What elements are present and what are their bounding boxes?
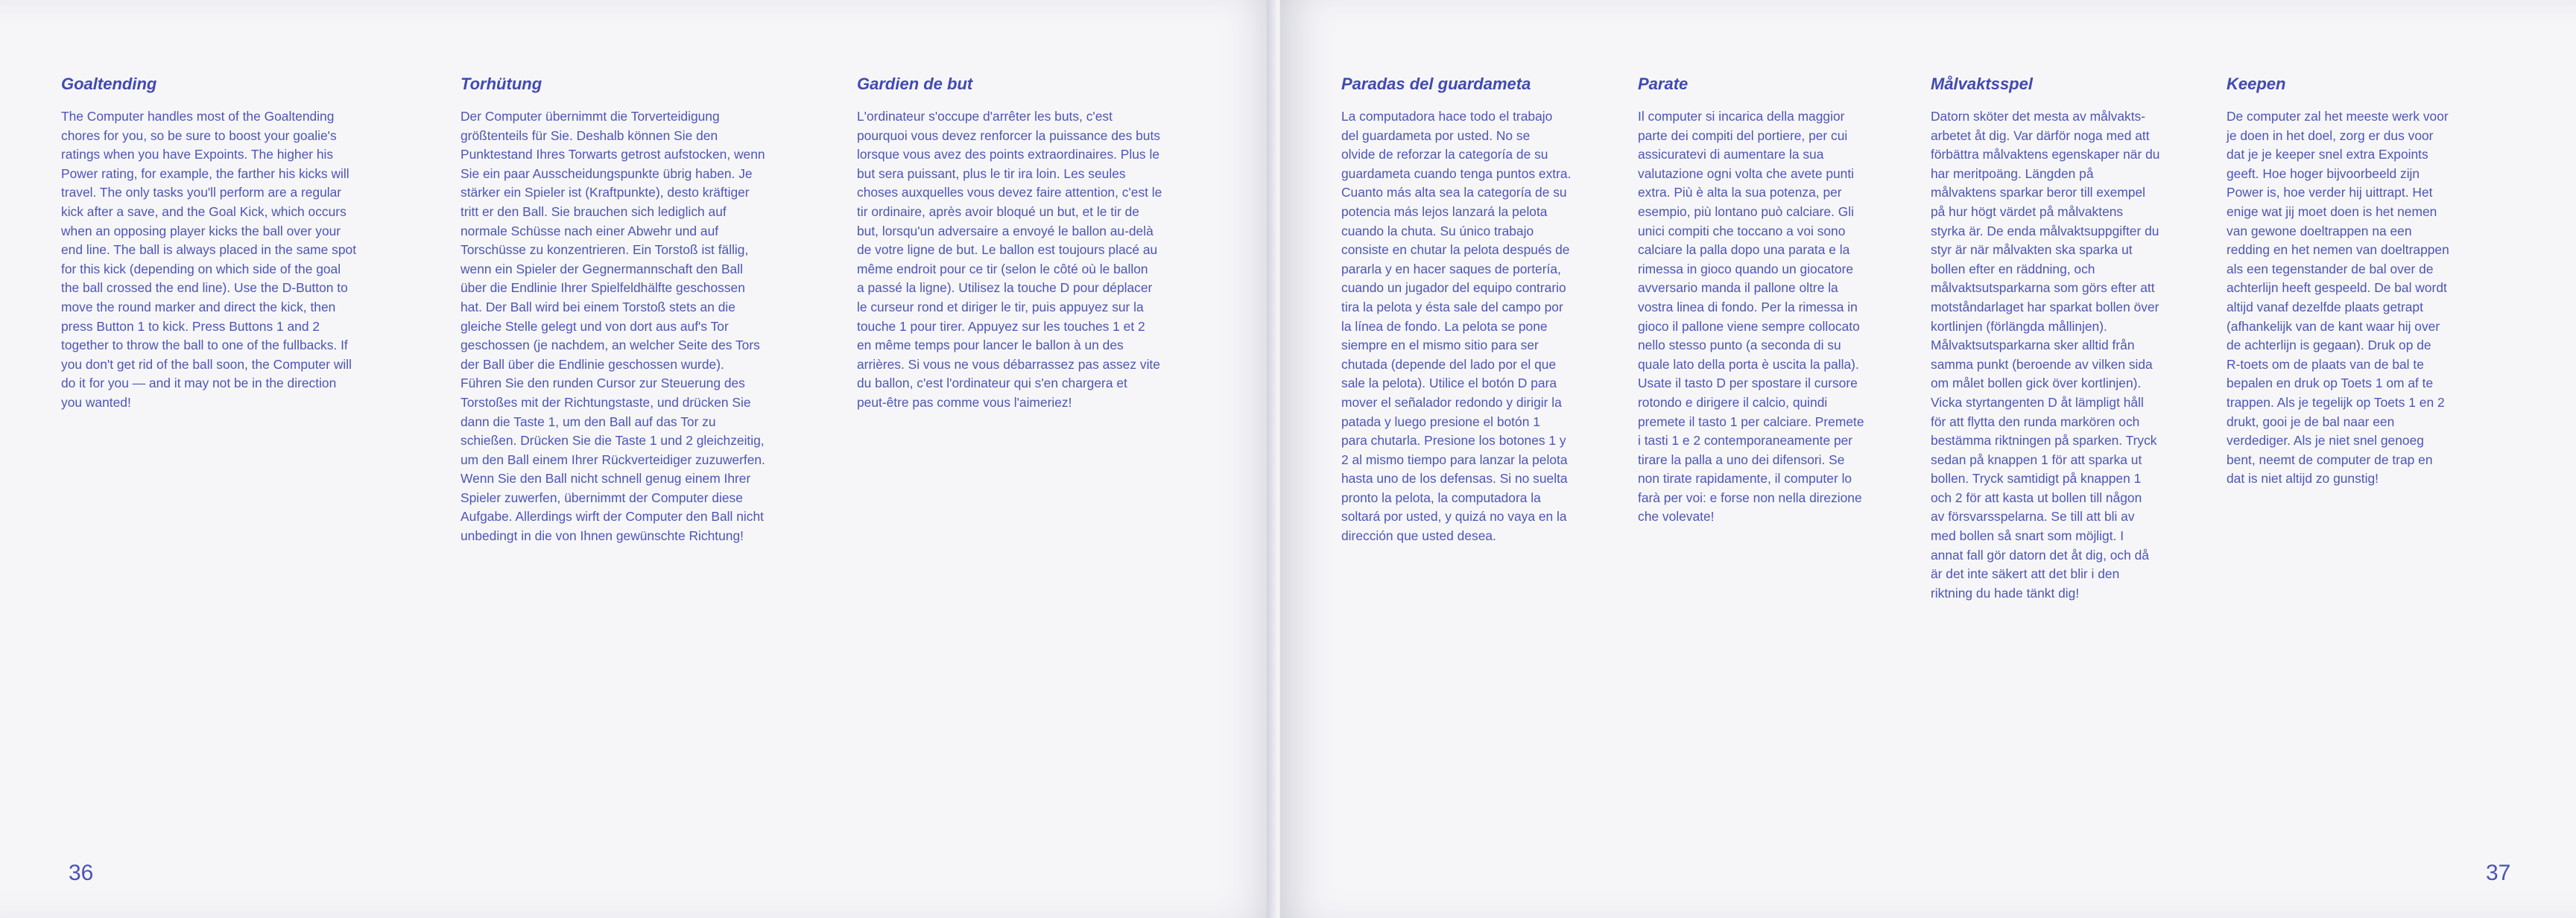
section-keepen-dutch [2227,75,2547,489]
section-goaltending-english [61,75,419,413]
right-page [1280,0,2576,918]
section-gardien-french [857,75,1244,413]
section-body: Datorn sköter det mesta av målvakts- arbetet åt dig. Var därför noga med att förbättra målvaktens egenskaper när du har meritpoäng. Längden på målvaktens sparkar beror till exempel på hur högt värdet på målvaktens styrka är. De enda målvaktsuppgifter du styr är när målvakten ska sparka ut bollen efter en räddning, och målvaktsutsparkarna som görs efter att motståndarlaget har sparkat bollen över kortlinjen (förlängda mållinjen). Målvaktsutsparkarna sker alltid från samma punkt (beroende av vilken sida om målet bollen gick över kortlinjen). Vicka styrtangenten D åt lämpligt håll för att flytta den runda markören och bestämma riktningen på sparken. Tryck sedan på knappen 1 för att sparka ut bollen. Tryck samtidigt på knappen 1 och 2 för att kasta ut bollen till någon av försvarsspelarna. Se till att bli av med bollen så snart som möjligt. I annat fall gör datorn det åt dig, och då är det inte säkert att det blir i den riktning du hade tänkt dig! [1931,109,2160,601]
section-paradas-spanish [1341,75,1632,546]
section-torhuetung-german [461,75,811,546]
page-number-right: 37 [2486,861,2511,885]
section-malvaktsspel-swedish [1931,75,2229,603]
section-title: Torhütung [461,75,542,93]
section-title: Keepen [2227,75,2286,93]
section-title: Goaltending [61,75,157,93]
left-page [0,0,1276,918]
section-body: Der Computer übernimmt die Torverteidigung größtenteils für Sie. Deshalb können Sie den Punktestand Ihres Torwarts getrost aufstocken, wenn Sie ein paar Ausscheidungspunkte übrig haben. Je stärker ein Spieler ist (Kraftpunkte), desto kräftiger tritt er den Ball. Sie brauchen sich lediglich auf normale Schüsse nach einer Abwehr und auf Torschüsse zu konzentrieren. Ein Torstoß ist fällig, wenn ein Spieler der Gegnermannschaft den Ball über die Endlinie Ihrer Spielfeldhälfte geschossen hat. Der Ball wird bei einem Torstoß stets an die gleiche Stelle gelegt und von dort aus auf's Tor geschossen (je nachdem, an welcher Seite des Tors der Ball über die Endlinie geschossen wurde). Führen Sie den runden Cursor zur Steuerung des Torstoßes mit der Richtungstaste, und drücken Sie dann die Taste 1, um den Ball auf das Tor zu schießen. Drücken Sie die Taste 1 und 2 gleichzeitig, um den Ball einem Ihrer Rückverteidiger zuzuwerfen. Wenn Sie den Ball nicht schnell genug einem Ihrer Spieler zuwerfen, übernimmt der Computer diese Aufgabe. Allerdings wirft der Computer den Ball nicht unbedingt in die von Ihnen gewünschte Richtung! [461,109,765,544]
section-parate-italian [1638,75,1936,527]
page-number-left: 36 [69,861,94,885]
section-body: L'ordinateur s'occupe d'arrêter les buts, c'est pourquoi vous devez renforcer la puissance des buts lorsque vous avez des points extraordinaires. Plus le but sera puissant, plus le tir ira loin. Les seules choses auxquelles vous devez faire attention, c'est le tir ordinaire, après avoir bloqué un but, et le tir de but, lorsqu'un adversaire a envoyé le ballon au-delà de votre ligne de but. Le ballon est toujours placé au même endroit pour ce tir (selon le côté où le ballon a passé la ligne). Utilisez la touche D pour déplacer le curseur rond et diriger le tir, puis appuyez sur la touche 1 pour tirer. Appuyez sur les touches 1 et 2 en même temps pour lancer le ballon à un des arrières. Si vous ne vous débarrassez pas assez vite du ballon, c'est l'ordinateur qui s'en chargera et peut-être pas comme vous l'aimeriez! [857,109,1162,410]
section-title: Gardien de but [857,75,973,93]
section-body: La computadora hace todo el trabajo del guardameta por usted. No se olvide de reforzar la categoría de su guardameta cuando tenga puntos extra. Cuanto más alta sea la categoría de su potencia más lejos lanzará la pelota cuando la chuta. Su único trabajo consiste en chutar la pelota después de pararla y en hacer saques de portería, cuando un jugador del equipo contrario tira la pelota y ésta sale del campo por la línea de fondo. La pelota se pone siempre en el mismo sitio para ser chutada (depende del lado por el que sale la pelota). Utilice el botón D para mover el señalador redondo y dirigir la patada y luego presione el botón 1 para chutarla. Presione los botones 1 y 2 al mismo tiempo para lanzar la pelota hasta uno de los defensas. Si no suelta pronto la pelota, la computadora la soltará por usted, y quizá no vaya en la dirección que usted desea. [1341,109,1572,544]
section-body: De computer zal het meeste werk voor je doen in het doel, zorg er dus voor dat je je keeper snel extra Expoints geeft. Hoe hoger bijvoorbeeld zijn Power is, hoe verder hij uittrapt. Het enige wat jij moet doen is het nemen van gewone doeltrappen na een redding en het nemen van doeltrappen als een tegenstander de bal over de achterlijn heeft gespeeld. De bal wordt altijd vanaf dezelfde plaats getrapt (afhankelijk van de kant waar hij over de achterlijn is gegaan). Druk op de R-toets om de plaats van de bal te bepalen en druk op Toets 1 om af te trappen. Als je tegelijk op Toets 1 en 2 drukt, gooi je de bal naar een verdediger. Als je niet snel genoeg bent, neemt de computer de trap en dat is niet altijd zo gunstig! [2227,109,2449,487]
section-body: Il computer si incarica della maggior parte dei compiti del portiere, per cui assicuratevi di aumentare la sua valutazione ogni volta che avete punti extra. Più è alta la sua potenza, per esempio, più lontano può calciare. Gli unici compiti che toccano a voi sono calciare la palla dopo una parata e la rimessa in gioco quando un giocatore avversario manda il pallone oltre la vostra linea di fondo. Per la rimessa in gioco il pallone viene sempre collocato nello stesso punto (a seconda di su quale lato della porta è uscita la palla). Usate il tasto D per spostare il cursore rotondo e dirigere il calcio, quindi premete il tasto 1 per calciare. Premete i tasti 1 e 2 contemporaneamente per tirare la palla a uno dei difensori. Se non tirate rapidamente, il computer lo farà per voi: e forse non nella direzione che volevate! [1638,109,1864,525]
section-title: Målvaktsspel [1931,75,2033,93]
section-body: The Computer handles most of the Goaltending chores for you, so be sure to boost your goalie's ratings when you have Expoints. The higher his Power rating, for example, the farther his kicks will travel. The only tasks you'll perform are a regular kick after a save, and the Goal Kick, which occurs when an opposing player kicks the ball over your end line. The ball is always placed in the same spot for this kick (depending on which side of the goal the ball crossed the end line). Use the D-Button to move the round marker and direct the kick, then press Button 1 to kick. Press Buttons 1 and 2 together to throw the ball to one of the fullbacks. If you don't get rid of the ball soon, the Computer will do it for you — and it may not be in the direction you wanted! [61,109,357,410]
section-title: Paradas del guardameta [1341,75,1531,93]
section-title: Parate [1638,75,1689,93]
